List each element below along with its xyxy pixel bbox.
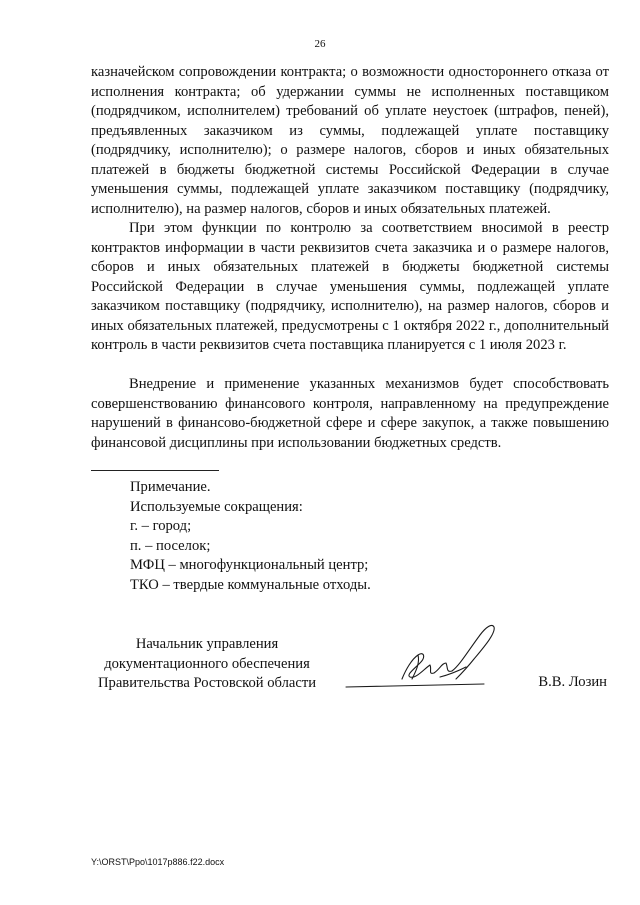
body-text [91,63,609,453]
note-block [130,478,371,596]
paragraph-3: Внедрение и применение указанных механизмов будет способствовать совершенствованию финансового контроля, направленному на предупреждение нарушений в финансово-бюджетной сфере и сфере закупок, а также повышению финансовой дисциплины при использовании бюджетных средств. [91,376,609,451]
note-subtitle: Используемые сокращения: [130,498,303,515]
file-path: Y:\ORST\Ppo\1017p886.f22.docx [91,857,225,867]
signer-position-line: документационного обеспечения [104,655,310,672]
signer-position-line: Начальник управления [135,636,279,652]
paragraph-1: казначейском сопровождении контракта; о возможности одностороннего отказа от исполнения контракта; об удержании суммы не исполненных поставщиком (подрядчиком, исполнителем) требований об уплате неустоек (штрафов, пеней), предъявленных заказчиком из суммы, подлежащей уплате поставщику (подрядчику, исполнителю); о размере налогов, сборов и иных обязательных платежей в бюджеты бюджетной системы Российской Федерации в случае уменьшения суммы, подлежащей уплате заказчиком поставщику (подрядчику, исполнителю), на размер налогов, сборов и иных обязательных платежей. [91,64,609,217]
note-item: МФЦ – многофункциональный центр; [130,557,369,574]
paragraph-2: При этом функции по контролю за соответствием вносимой в реестр контрактов информации в части реквизитов счета заказчика и о размере налогов, сборов и иных обязательных платежей в бюджеты бюджетной системы Российской Федерации в случае уменьшения суммы, подлежащей уплате заказчиком поставщику (подрядчику, исполнителю), на размер налогов, сборов и иных обязательных платежей, предусмотрены с 1 октября 2022 г., дополнительный контроль в части реквизитов счета поставщика планируется с 1 июля 2023 г. [91,220,609,353]
note-item: п. – поселок; [130,537,211,554]
page-number: 26 [314,38,326,50]
note-title: Примечание. [130,479,211,495]
note-item: г. – город; [130,518,192,535]
note-item: ТКО – твердые коммунальные отходы. [130,576,371,593]
signer-position [91,635,323,694]
handwritten-signature [336,617,516,697]
signer-name: В.В. Лозин [538,674,607,690]
footnote-separator [91,470,219,471]
signer-position-line: Правительства Ростовской области [97,675,317,691]
